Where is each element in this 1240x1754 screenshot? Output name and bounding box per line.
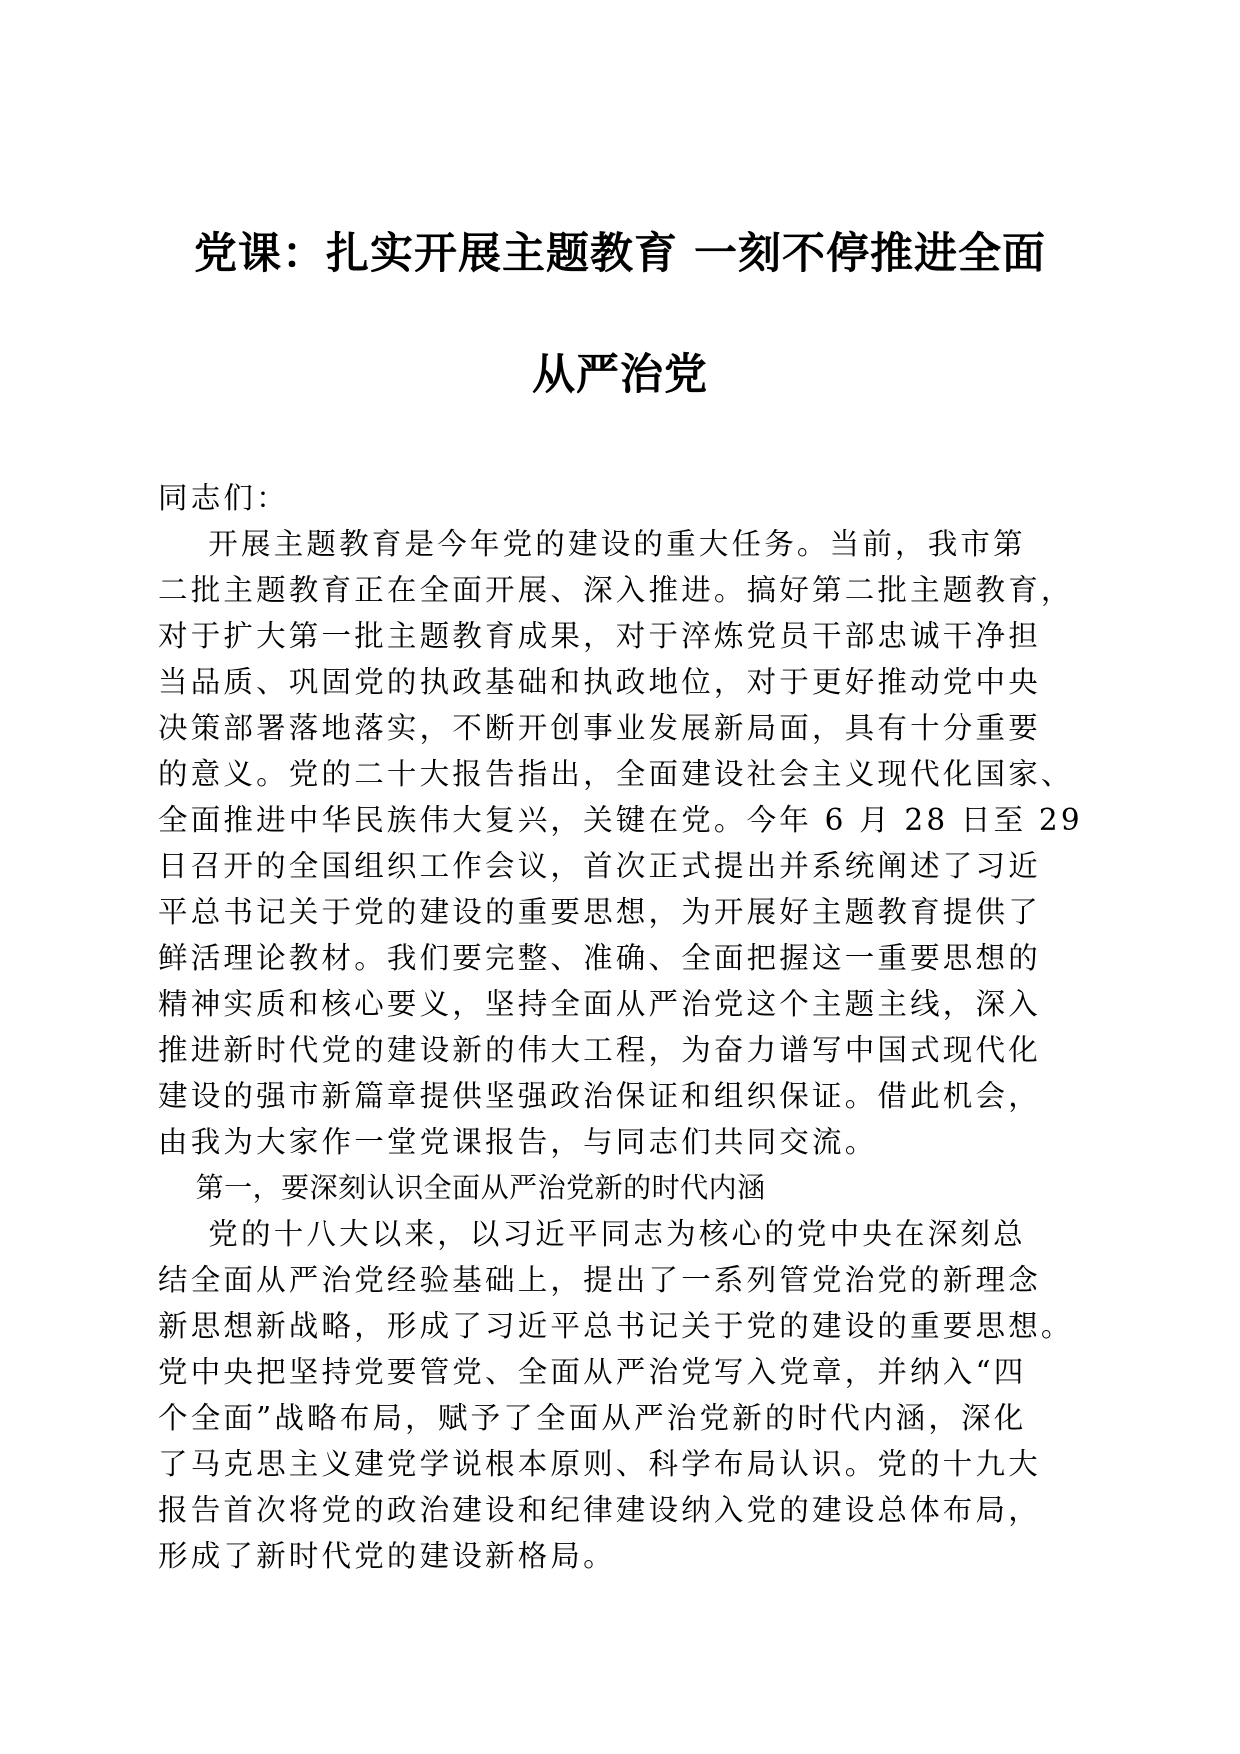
body-line: 平总书记关于党的建设的重要思想，为开展好主题教育提供了 bbox=[158, 895, 1041, 929]
body-line: 新思想新战略，形成了习近平总书记关于党的建设的重要思想。 bbox=[158, 1309, 1074, 1343]
body-line: 全面推进中华民族伟大复兴，关键在党。今年 6 月 28 日至 29 bbox=[158, 803, 1083, 837]
salutation-line: 同志们： bbox=[158, 481, 289, 515]
body-line: 当品质、巩固党的执政基础和执政地位，对于更好推动党中央 bbox=[158, 665, 1041, 699]
body-line: 精神实质和核心要义，坚持全面从严治党这个主题主线，深入 bbox=[158, 987, 1041, 1021]
body-line: 建设的强市新篇章提供坚强政治保证和组织保证。借此机会， bbox=[158, 1079, 1041, 1113]
title-line-2: 从严治党 bbox=[532, 350, 708, 400]
body-line: 的意义。党的二十大报告指出，全面建设社会主义现代化国家、 bbox=[158, 757, 1074, 791]
body-line: 个全面”战略布局，赋予了全面从严治党新的时代内涵，深化 bbox=[158, 1401, 1027, 1435]
body-line: 决策部署落地落实，不断开创事业发展新局面，具有十分重要 bbox=[158, 711, 1041, 745]
body-line: 由我为大家作一堂党课报告，与同志们共同交流。 bbox=[158, 1125, 878, 1159]
body-line: 党的十八大以来，以习近平同志为核心的党中央在深刻总 bbox=[158, 1217, 1026, 1251]
body-line: 推进新时代党的建设新的伟大工程，为奋力谱写中国式现代化 bbox=[158, 1033, 1041, 1067]
body-line: 鲜活理论教材。我们要完整、准确、全面把握这一重要思想的 bbox=[158, 941, 1041, 975]
body-line: 结全面从严治党经验基础上，提出了一系列管党治党的新理念 bbox=[158, 1263, 1041, 1297]
body-line: 党中央把坚持党要管党、全面从严治党写入党章，并纳入“四 bbox=[158, 1355, 1027, 1389]
body-line: 了马克思主义建党学说根本原则、科学布局认识。党的十九大 bbox=[158, 1447, 1041, 1481]
body-line: 开展主题教育是今年党的建设的重大任务。当前，我市第 bbox=[158, 527, 1026, 561]
body-line: 二批主题教育正在全面开展、深入推进。搞好第二批主题教育， bbox=[158, 573, 1074, 607]
section-heading: 第一，要深刻认识全面从严治党新的时代内涵 bbox=[158, 1171, 766, 1204]
body-line: 日召开的全国组织工作会议，首次正式提出并系统阐述了习近 bbox=[158, 849, 1041, 883]
title-line-1: 党课：扎实开展主题教育 一刻不停推进全面 bbox=[194, 229, 1046, 279]
body-line: 报告首次将党的政治建设和纪律建设纳入党的建设总体布局， bbox=[158, 1493, 1041, 1527]
body-line: 对于扩大第一批主题教育成果，对于淬炼党员干部忠诚干净担 bbox=[158, 619, 1041, 653]
body-line: 形成了新时代党的建设新格局。 bbox=[158, 1539, 616, 1573]
